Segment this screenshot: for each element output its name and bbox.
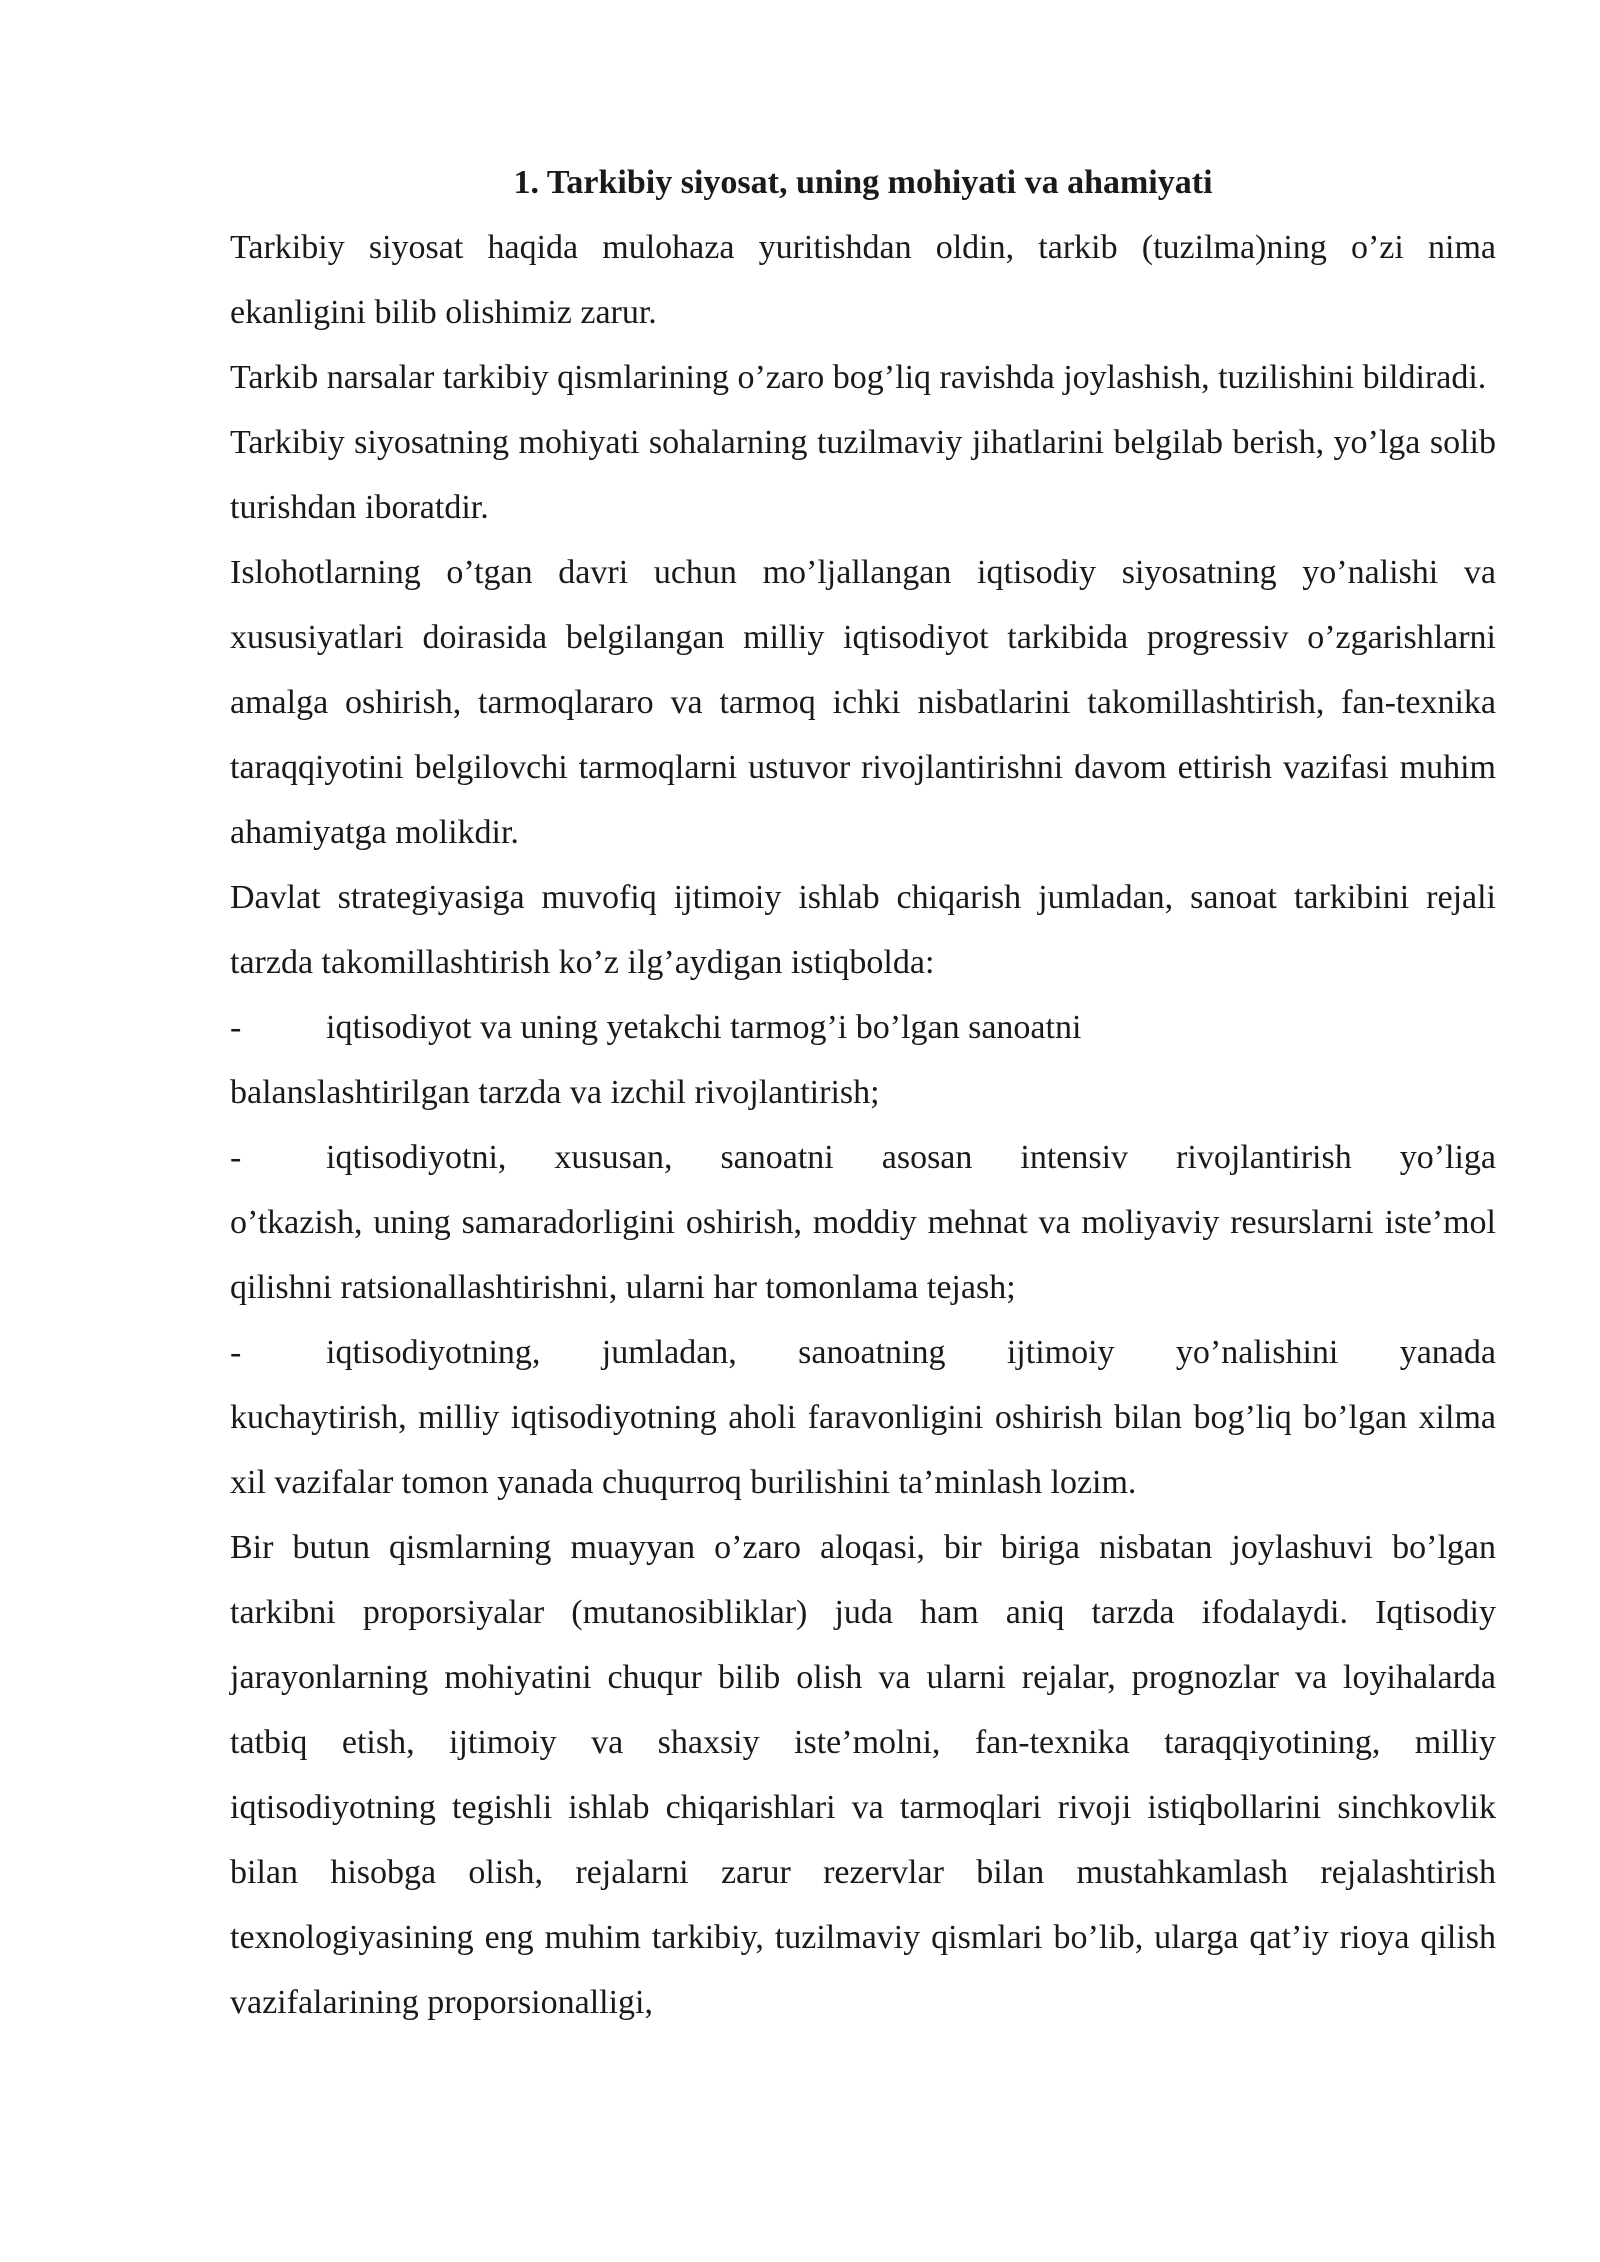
- bullet-dash: -: [230, 1334, 242, 1371]
- bullet-continuation: balanslashtirilgan tarzda va izchil rivojlantirish;: [230, 1074, 880, 1111]
- bullet-continuation: kuchaytirish, milliy iqtisodiyotning aholi faravonligini oshirish bilan bog’liq bo’lgan xilma xil vazifalar tomon yanada chuqurroq burilishini ta’minlash lozim.: [230, 1399, 1496, 1501]
- bullet-first-line: iqtisodiyotning, jumladan, sanoatning ijtimoiy yo’nalishini yanada: [326, 1334, 1496, 1371]
- bullet-first-line: iqtisodiyot va uning yetakchi tarmog’i bo’lgan sanoatni: [326, 1009, 1082, 1046]
- paragraph-policy-essence: Tarkibiy siyosatning mohiyati sohalarning tuzilmaviy jihatlarini belgilab berish, yo’lga solib turishdan iboratdir.: [230, 424, 1496, 526]
- bullet-item: [230, 1320, 1496, 1515]
- bullet-item: [230, 1125, 1496, 1320]
- paragraph-state-strategy: Davlat strategiyasiga muvofiq ijtimoiy ishlab chiqarish jumladan, sanoat tarkibini rejali tarzda takomillashtirish ko’z ilg’aydigan istiqbolda:: [230, 879, 1496, 981]
- section-heading: 1. Tarkibiy siyosat, uning mohiyati va ahamiyati: [513, 164, 1213, 201]
- document-page: [230, 150, 1496, 2035]
- paragraph-reforms: Islohotlarning o’tgan davri uchun mo’ljallangan iqtisodiy siyosatning yo’nalishi va xususiyatlari doirasida belgilangan milliy iqtisodiyot tarkibida progressiv o’zgarishlarni amalga oshirish, tarmoqlararo va tarmoq ichki nisbatlarini takomillashtirish, fan-texnika taraqqiyotini belgilovchi tarmoqlarni ustuvor rivojlantirishni davom ettirish vazifasi muhim ahamiyatga molikdir.: [230, 554, 1496, 851]
- bullet-dash: -: [230, 1139, 242, 1176]
- paragraph-structure-definition: Tarkib narsalar tarkibiy qismlarining o’zaro bog’liq ravishda joylashish, tuzilishini bildiradi.: [230, 359, 1487, 396]
- bullet-first-line: iqtisodiyotni, xususan, sanoatni asosan intensiv rivojlantirish yo’liga: [326, 1139, 1496, 1176]
- bullet-item: [230, 995, 1496, 1125]
- bullet-continuation: o’tkazish, uning samaradorligini oshirish, moddiy mehnat va moliyaviy resurslarni iste’mol qilishni ratsionallashtirishni, ularni har tomonlama tejash;: [230, 1204, 1496, 1306]
- bullet-dash: -: [230, 1009, 242, 1046]
- paragraph-definition-intro: Tarkibiy siyosat haqida mulohaza yuritishdan oldin, tarkib (tuzilma)ning o’zi nima ekanligini bilib olishimiz zarur.: [230, 229, 1496, 331]
- paragraph-proportions: Bir butun qismlarning muayyan o’zaro aloqasi, bir biriga nisbatan joylashuvi bo’lgan tarkibni proporsiyalar (mutanosibliklar) juda ham aniq tarzda ifodalaydi. Iqtisodiy jarayonlarning mohiyatini chuqur bilib olish va ularni rejalar, prognozlar va loyihalarda tatbiq etish, ijtimoiy va shaxsiy iste’molni, fan-texnika taraqqiyotining, milliy iqtisodiyotning tegishli ishlab chiqarishlari va tarmoqlari rivoji istiqbollarini sinchkovlik bilan hisobga olish, rejalarni zarur rezervlar bilan mustahkamlash rejalashtirish texnologiyasining eng muhim tarkibiy, tuzilmaviy qismlari bo’lib, ularga qat’iy rioya qilish vazifalarining proporsionalligi,: [230, 1529, 1496, 2021]
